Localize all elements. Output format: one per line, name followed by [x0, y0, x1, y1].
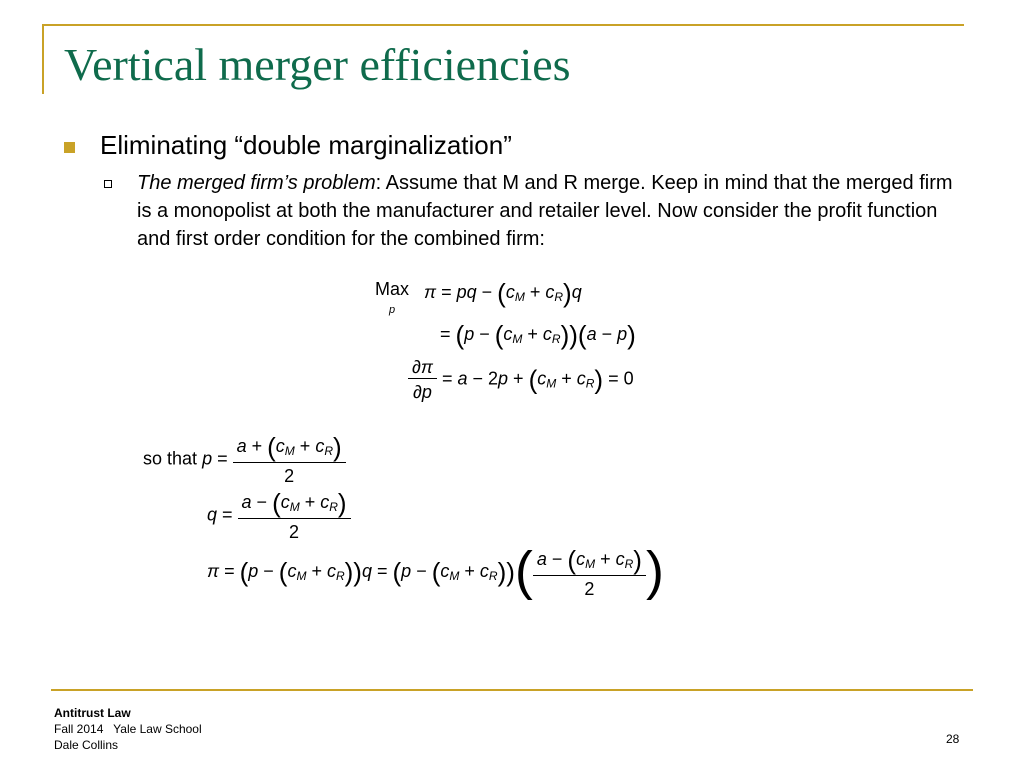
sub-bullet-marker [104, 180, 112, 188]
left-rule [42, 24, 44, 94]
equation-foc: $\frac{\partial\pi}{\partial p}$ = $a - 2p + (c_M + c_R) = 0$ [408, 358, 634, 401]
profit-denominator: 2 [533, 575, 646, 598]
max-subscript: p [388, 304, 396, 316]
page-number: 28 [946, 732, 960, 746]
equation-max: Max p π = pq − $(c_M + c_R)q$ [375, 278, 582, 316]
bullet-text: Eliminating “double marginalization” [100, 130, 512, 160]
footer-author: Dale Collins [54, 738, 119, 752]
sub-bullet-lead: The merged firm’s problem [137, 172, 376, 194]
footer-term: Fall 2014 Yale Law School [54, 722, 202, 736]
foc-zero: 0 [623, 368, 634, 389]
equation-profit-final: $\pi = (p - (c_M + c_R))q = (p - (c_M + c_R))$( $\frac{a - (c_M + c_R)}{2}$ ) [207, 541, 664, 601]
so-that-label: so that [143, 448, 198, 469]
equation-price: so that p = $\frac{a + (c_M + c_R)}{2}$ [143, 434, 346, 485]
slide-title: Vertical merger efficiencies [64, 39, 571, 90]
max-label: Max [375, 279, 410, 299]
sub-bullet-text [137, 169, 957, 253]
equation-quantity: q = $\frac{a - (c_M + c_R)}{2}$ [207, 490, 351, 541]
footer-rule [51, 689, 973, 691]
bullet-marker [64, 142, 75, 153]
footer-course: Antitrust Law [54, 706, 131, 720]
footer [54, 705, 202, 753]
equation-profit-expanded: = $(p - (c_M + c_R))(a - p)$ [440, 320, 636, 350]
sub-bullet-body: : Assume that M and R merge. Keep in mind that the merged firm is a monopolist at both the manufacturer and retailer level. Now consider the profit function and first order condition for the combined firm: [137, 172, 953, 250]
top-rule [42, 24, 964, 26]
price-denominator: 2 [233, 462, 346, 485]
quantity-denominator: 2 [238, 518, 351, 541]
